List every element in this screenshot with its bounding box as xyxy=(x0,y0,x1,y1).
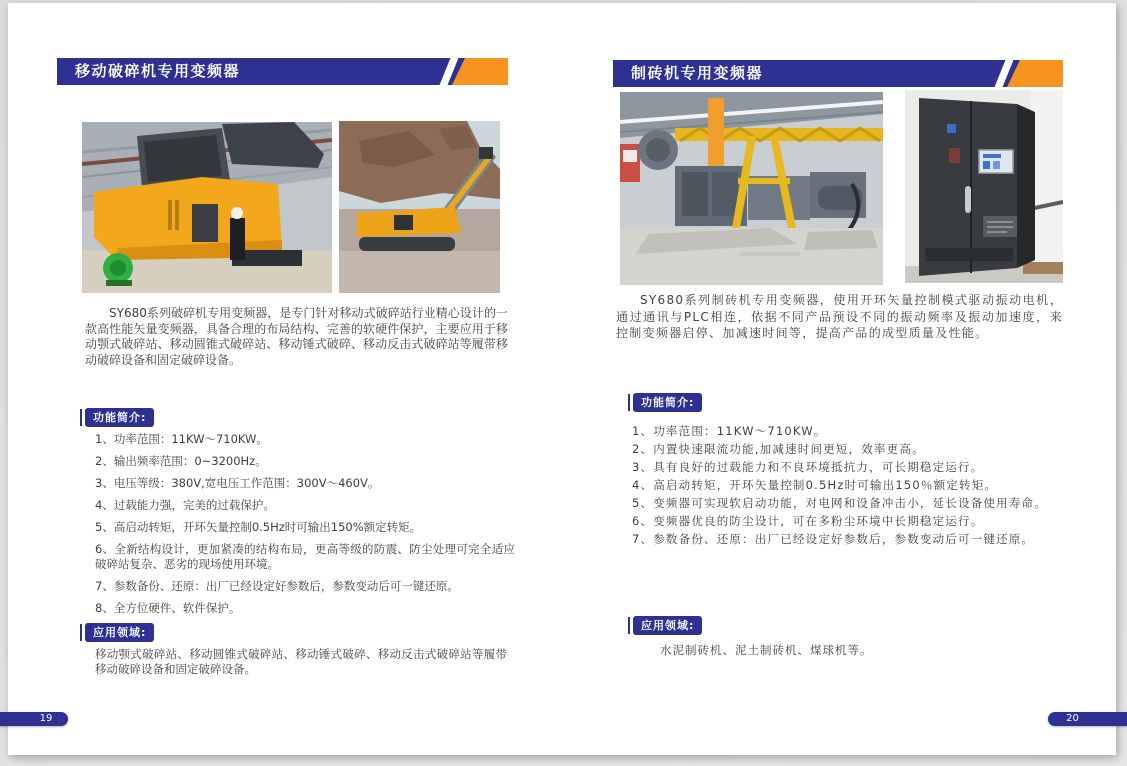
left-applications-text: 移动颚式破碎站、移动圆锥式破碎站、移动锤式破碎、移动反击式破碎站等履带移动破碎设备和固定破碎设备。 xyxy=(95,647,507,676)
photo-brick-factory xyxy=(620,92,883,285)
feature-item: 8、全方位硬件、软件保护。 xyxy=(95,601,241,615)
feature-item: 1、功率范围：11KW～710KW。 xyxy=(632,424,827,438)
feature-item: 4、过载能力强，完美的过载保护。 xyxy=(95,498,275,512)
photo-mobile-crusher-outdoor xyxy=(339,121,500,293)
band-orange-accent xyxy=(1007,60,1063,87)
feature-item: 3、电压等级：380V,宽电压工作范围：300V～460V。 xyxy=(95,476,380,490)
band-orange-accent xyxy=(452,58,508,85)
photo-mobile-crusher-indoor xyxy=(82,122,332,293)
feature-item: 6、全新结构设计，更加紧凑的结构布局，更高等级的防震、防尘处理可完全适应破碎站复杂、恶劣的现场使用环境。 xyxy=(95,542,515,571)
left-intro-paragraph: SY680系列破碎机专用变频器，是专门针对移动式破碎站行业精心设计的一款高性能矢量变频器，具备合理的布局结构、完善的软硬件保护，主要应用于移动颚式破碎站、移动圆锥式破碎站、移动锤式破碎、移动反击式破碎站等履带移动破碎设备和固定破碎设备。 xyxy=(85,306,508,367)
left-applications-badge: 应用领域: xyxy=(85,623,154,642)
right-section-title: 制砖机专用变频器 xyxy=(631,64,764,82)
right-applications-text: 水泥制砖机、泥土制砖机、煤球机等。 xyxy=(660,643,873,657)
feature-item: 5、变频器可实现软启动功能，对电网和设备冲击小，延长设备使用寿命。 xyxy=(632,496,1047,510)
right-features-badge: 功能简介: xyxy=(633,393,702,412)
feature-item: 2、内置快速限流功能,加减速时间更短，效率更高。 xyxy=(632,442,925,456)
photo-inverter-cabinet xyxy=(905,90,1063,283)
right-applications-badge: 应用领域: xyxy=(633,616,702,635)
page-number-right: 20 xyxy=(1048,712,1127,726)
feature-item: 5、高启动转矩，开环矢量控制0.5Hz时可输出150%额定转矩。 xyxy=(95,520,422,534)
left-section-header-band xyxy=(57,58,508,85)
page-number-left: 19 xyxy=(0,712,68,726)
right-section-header-band xyxy=(613,60,1063,87)
left-section-title: 移动破碎机专用变频器 xyxy=(75,62,241,80)
feature-item: 1、功率范围：11KW～710KW。 xyxy=(95,432,268,446)
left-features-badge: 功能简介: xyxy=(85,408,154,427)
feature-item: 3、具有良好的过载能力和不良环境抵抗力，可长期稳定运行。 xyxy=(632,460,984,474)
feature-item: 4、高启动转矩，开环矢量控制0.5Hz时可输出150％额定转矩。 xyxy=(632,478,998,492)
feature-item: 6、变频器优良的防尘设计，可在多粉尘环境中长期稳定运行。 xyxy=(632,514,984,528)
feature-item: 7、参数备份、还原：出厂已经设定好参数后，参数变动后可一键还原。 xyxy=(632,532,1035,546)
right-features-list xyxy=(632,425,1078,551)
left-features-list xyxy=(95,432,515,623)
feature-item: 7、参数备份、还原：出厂已经设定好参数后，参数变动后可一键还原。 xyxy=(95,579,459,593)
right-intro-paragraph: SY680系列制砖机专用变频器，使用开环矢量控制模式驱动振动电机，通过通讯与PLC相连，依据不同产品预设不同的振动频率及振动加速度，来控制变频器启停、加减速时间等，提高产品的成型质量及性能。 xyxy=(616,293,1063,340)
feature-item: 2、输出频率范围：0~3200Hz。 xyxy=(95,454,267,468)
